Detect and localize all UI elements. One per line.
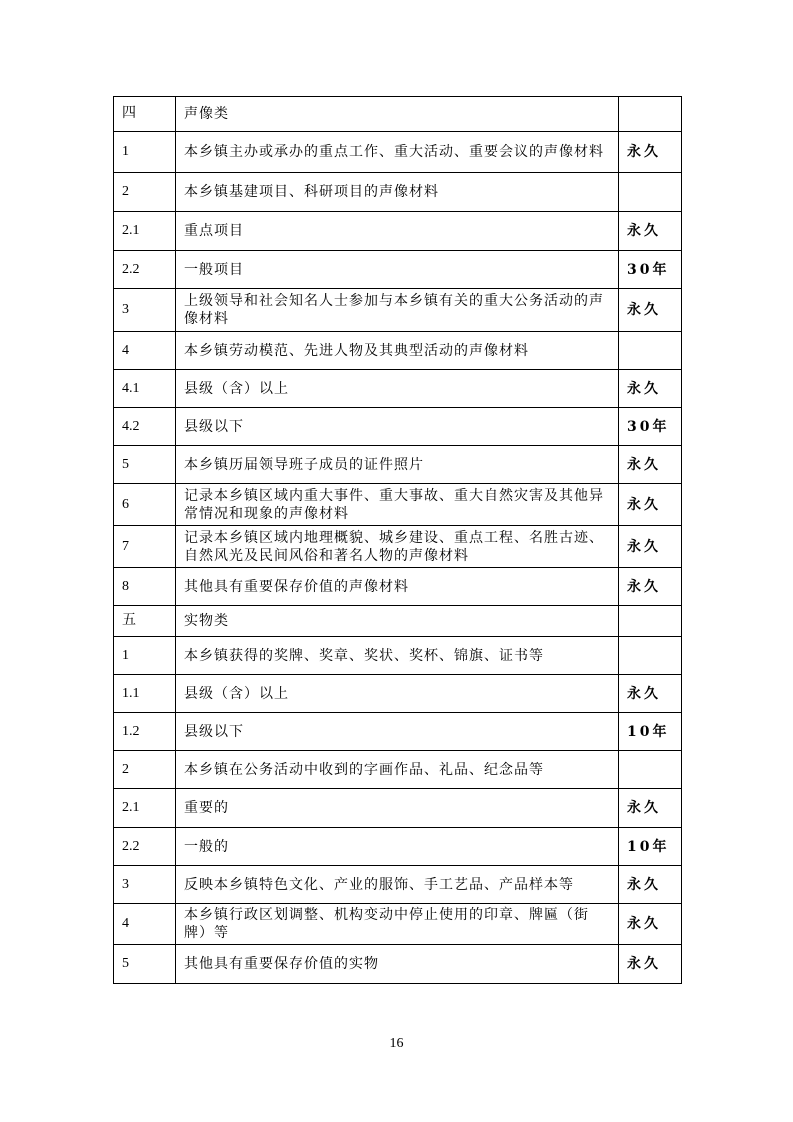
retention-period: 永久 [619, 370, 682, 408]
retention-period [619, 751, 682, 789]
category-row [114, 97, 682, 132]
table-row [114, 675, 682, 713]
row-description: 实物类 [176, 606, 619, 637]
retention-period: 永久 [619, 446, 682, 484]
row-number: 3 [114, 289, 176, 332]
retention-table [113, 96, 682, 984]
row-number: 2.2 [114, 828, 176, 866]
page-number: 16 [389, 1036, 404, 1051]
table-row [114, 945, 682, 984]
row-description: 反映本乡镇特色文化、产业的服饰、手工艺品、产品样本等 [176, 866, 619, 904]
retention-period: 10年 [619, 828, 682, 866]
retention-period: 30年 [619, 408, 682, 446]
row-number: 五 [114, 606, 176, 637]
row-number: 4 [114, 904, 176, 945]
table-row [114, 484, 682, 526]
retention-period: 永久 [619, 945, 682, 984]
table-row [114, 251, 682, 289]
row-description: 县级（含）以上 [176, 370, 619, 408]
table-row [114, 332, 682, 370]
row-number: 5 [114, 446, 176, 484]
row-number: 四 [114, 97, 176, 132]
row-description: 县级以下 [176, 713, 619, 751]
retention-period: 永久 [619, 789, 682, 828]
retention-period: 10年 [619, 713, 682, 751]
row-number: 5 [114, 945, 176, 984]
row-description: 本乡镇主办或承办的重点工作、重大活动、重要会议的声像材料 [176, 132, 619, 173]
retention-period [619, 606, 682, 637]
row-description: 记录本乡镇区域内地理概貌、城乡建设、重点工程、名胜古迹、自然风光及民间风俗和著名人物的声像材料 [176, 526, 619, 568]
retention-period [619, 173, 682, 212]
row-description: 县级（含）以上 [176, 675, 619, 713]
row-description: 本乡镇基建项目、科研项目的声像材料 [176, 173, 619, 212]
retention-period: 30年 [619, 251, 682, 289]
retention-period: 永久 [619, 289, 682, 332]
table-row [114, 408, 682, 446]
table-row [114, 866, 682, 904]
table-row [114, 789, 682, 828]
row-description: 本乡镇行政区划调整、机构变动中停止使用的印章、牌匾（街牌）等 [176, 904, 619, 945]
row-number: 3 [114, 866, 176, 904]
table-row [114, 904, 682, 945]
row-number: 2.2 [114, 251, 176, 289]
retention-period: 永久 [619, 484, 682, 526]
retention-period: 永久 [619, 904, 682, 945]
retention-period: 永久 [619, 568, 682, 606]
row-description: 本乡镇在公务活动中收到的字画作品、礼品、纪念品等 [176, 751, 619, 789]
row-number: 2.1 [114, 789, 176, 828]
table-row [114, 289, 682, 332]
category-row [114, 606, 682, 637]
retention-period [619, 97, 682, 132]
table-row [114, 713, 682, 751]
retention-period [619, 637, 682, 675]
retention-period: 永久 [619, 866, 682, 904]
retention-period: 永久 [619, 675, 682, 713]
table-row [114, 751, 682, 789]
row-description: 重要的 [176, 789, 619, 828]
row-description: 声像类 [176, 97, 619, 132]
row-description: 本乡镇劳动模范、先进人物及其典型活动的声像材料 [176, 332, 619, 370]
row-number: 2 [114, 751, 176, 789]
table-row [114, 446, 682, 484]
table-row [114, 568, 682, 606]
retention-period: 永久 [619, 132, 682, 173]
row-number: 8 [114, 568, 176, 606]
table-row [114, 526, 682, 568]
table-row [114, 370, 682, 408]
table-row [114, 132, 682, 173]
retention-period [619, 332, 682, 370]
row-description: 县级以下 [176, 408, 619, 446]
row-description: 本乡镇获得的奖牌、奖章、奖状、奖杯、锦旗、证书等 [176, 637, 619, 675]
table-row [114, 828, 682, 866]
row-description: 重点项目 [176, 212, 619, 251]
row-number: 4 [114, 332, 176, 370]
row-description: 记录本乡镇区域内重大事件、重大事故、重大自然灾害及其他异常情况和现象的声像材料 [176, 484, 619, 526]
row-number: 1.1 [114, 675, 176, 713]
row-number: 4.2 [114, 408, 176, 446]
table-row [114, 212, 682, 251]
table-row [114, 637, 682, 675]
row-description: 一般的 [176, 828, 619, 866]
row-description: 一般项目 [176, 251, 619, 289]
retention-period: 永久 [619, 212, 682, 251]
retention-period: 永久 [619, 526, 682, 568]
row-description: 本乡镇历届领导班子成员的证件照片 [176, 446, 619, 484]
row-number: 4.1 [114, 370, 176, 408]
row-number: 7 [114, 526, 176, 568]
row-number: 1.2 [114, 713, 176, 751]
row-number: 1 [114, 132, 176, 173]
row-description: 其他具有重要保存价值的实物 [176, 945, 619, 984]
row-description: 其他具有重要保存价值的声像材料 [176, 568, 619, 606]
row-number: 1 [114, 637, 176, 675]
table-row [114, 173, 682, 212]
row-number: 6 [114, 484, 176, 526]
row-description: 上级领导和社会知名人士参加与本乡镇有关的重大公务活动的声像材料 [176, 289, 619, 332]
row-number: 2.1 [114, 212, 176, 251]
row-number: 2 [114, 173, 176, 212]
